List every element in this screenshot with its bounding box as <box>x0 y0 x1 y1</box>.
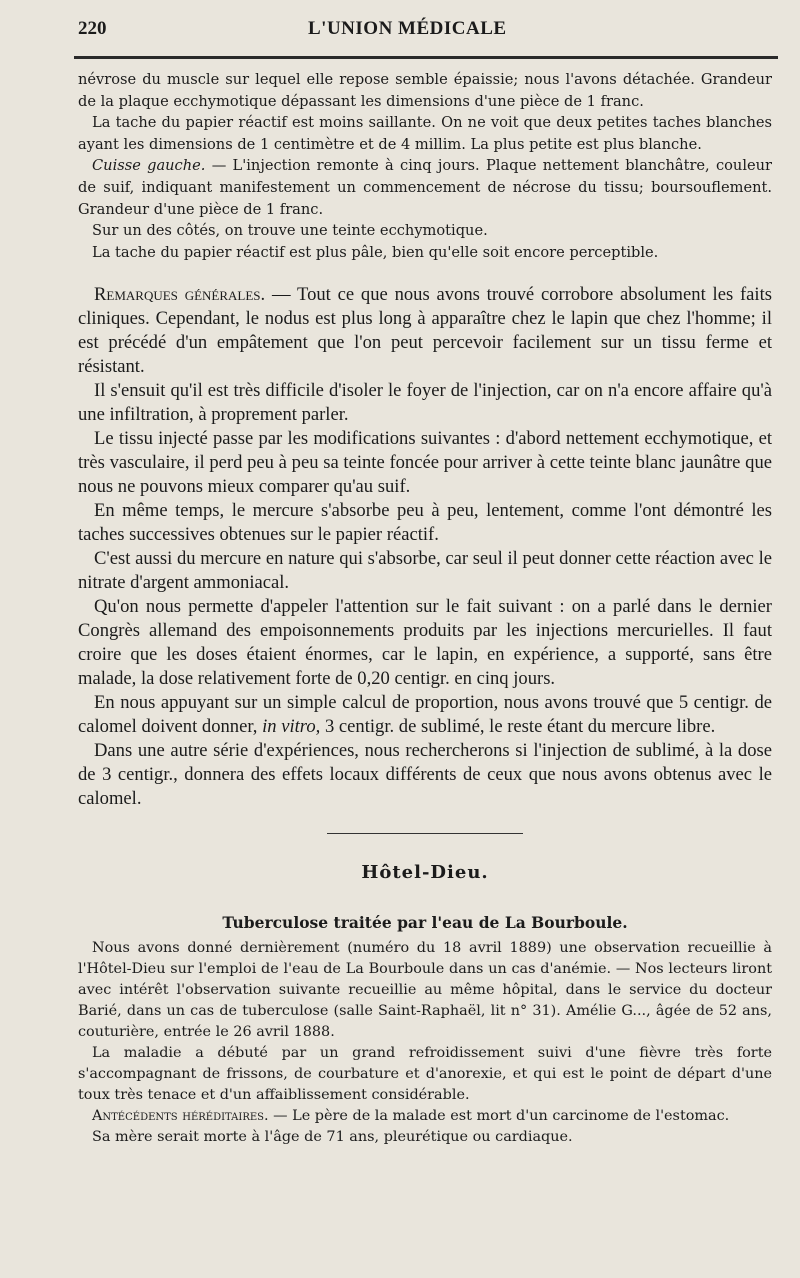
paragraph: La maladie a débuté par un grand refroidissement suivi d'une fièvre très forte s'accompagnant de frissons, de courbature et d'anorexie, et qui est le point de départ d'une toux très tenace et d'un affaiblissement considérable. <box>78 1045 772 1104</box>
paragraph <box>78 1106 772 1127</box>
general-remarks <box>78 283 772 811</box>
paragraph: C'est aussi du mercure en nature qui s'absorbe, car seul il peut donner cette réaction avec le nitrate d'argent ammoniacal. <box>78 548 772 594</box>
paragraph: Sur un des côtés, on trouve une teinte ecchymotique. <box>92 222 488 240</box>
paragraph: En même temps, le mercure s'absorbe peu à peu, lentement, comme l'ont démontré les taches successives obtenues sur le papier réactif. <box>78 500 772 546</box>
remarks-lead: Remarques générales. <box>94 284 266 306</box>
paragraph-text: — L'injection remonte à cinq jours. Plaque nettement blanchâtre, couleur de suif, indiquant manifestement un commencement de nécrose du tissu; boursouflement. Grandeur d'une pièce de 1 franc. <box>78 157 773 218</box>
paragraph: Le tissu injecté passe par les modifications suivantes : d'abord nettement ecchymotique, et très vasculaire, il perd peu à peu sa teinte foncée pour arriver à cette teinte blanc jaunâtre que nous ne pouvons mieux comparer qu'au suif. <box>78 428 772 498</box>
paragraph: Qu'on nous permette d'appeler l'attention sur le fait suivant : on a parlé dans le dernier Congrès allemand des empoisonnements produits par les injections mercurielles. Il faut croire que les doses étaient énormes, car le lapin, en expérience, a supporté, sans être malade, la dose relativement forte de 0,20 centigr. en cinq jours. <box>78 596 772 690</box>
paragraph: La tache du papier réactif est plus pâle, bien qu'elle soit encore perceptible. <box>92 243 659 261</box>
paragraph-text: En nous appuyant sur un simple calcul de proportion, nous avons trouvé que 5 centigr. de calomel doivent donner, <box>78 692 772 738</box>
paragraph <box>78 691 772 739</box>
paragraph: Nous avons donné dernièrement (numéro du 18 avril 1889) une observation recueillie à l'Hôtel-Dieu sur l'emploi de l'eau de La Bourboule dans un cas d'anémie. — Nos lecteurs liront avec intérêt l'observation suivante recueillie au même hôpital, dans le service du docteur Barié, dans un cas de tuberculose (salle Saint-Raphaël, lit n° 31). Amélie G..., âgée de 52 ans, couturière, entrée le 26 avril 1888. <box>78 940 772 1041</box>
antecedents-lead: Antécédents héréditaires. <box>92 1108 269 1125</box>
paragraph: La tache du papier réactif est moins saillante. On ne voit que deux petites taches blanches ayant les dimensions de 1 centimètre et de 4 millim. La plus petite est plus blanche. <box>78 114 772 153</box>
paragraph: Il s'ensuit qu'il est très difficile d'isoler le foyer de l'injection, car on n'a encore affaire qu'à une infiltration, à proprement parler. <box>78 380 772 426</box>
paragraph: névrose du muscle sur lequel elle repose semble épaissie; nous l'avons détachée. Grandeur de la plaque ecchymotique dépassant les dimensions d'une pièce de 1 franc. <box>78 71 772 110</box>
italic-heading: Cuisse gauche. <box>92 157 206 175</box>
section-title: Hôtel-Dieu. <box>361 862 489 884</box>
header-rule <box>74 56 778 59</box>
italic-phrase: in vitro, <box>262 716 321 738</box>
paragraph <box>78 155 772 220</box>
paragraph: Sa mère serait morte à l'âge de 71 ans, pleurétique ou cardiaque. <box>92 1129 573 1146</box>
article-body <box>78 938 772 1148</box>
paragraph: Dans une autre série d'expériences, nous rechercherons si l'injection de sublimé, à la dose de 3 centigr., donnera des effets locaux différents de ceux que nous avons obtenus avec le calomel. <box>78 740 772 810</box>
page-number: 220 <box>78 18 107 39</box>
paragraph-text: — Le père de la malade est mort d'un carcinome de l'estomac. <box>268 1108 730 1125</box>
paragraph-text: — Tout ce que nous avons trouvé corrobore absolument les faits cliniques. Cependant, le nodus est plus long à apparaître chez le lapin que chez l'homme; il est précédé d'un empâtement que l'on peut percevoir facilement sur un tissu ferme et résistant. <box>78 284 772 378</box>
section-separator <box>327 833 523 834</box>
running-title: L'UNION MÉDICALE <box>308 18 507 39</box>
paragraph <box>78 283 772 379</box>
page-header <box>78 18 772 46</box>
article-title: Tuberculose traitée par l'eau de La Bourboule. <box>222 913 628 933</box>
paragraph-text: 3 centigr. de sublimé, le reste étant du mercure libre. <box>320 716 716 738</box>
observation-notes <box>78 69 772 263</box>
